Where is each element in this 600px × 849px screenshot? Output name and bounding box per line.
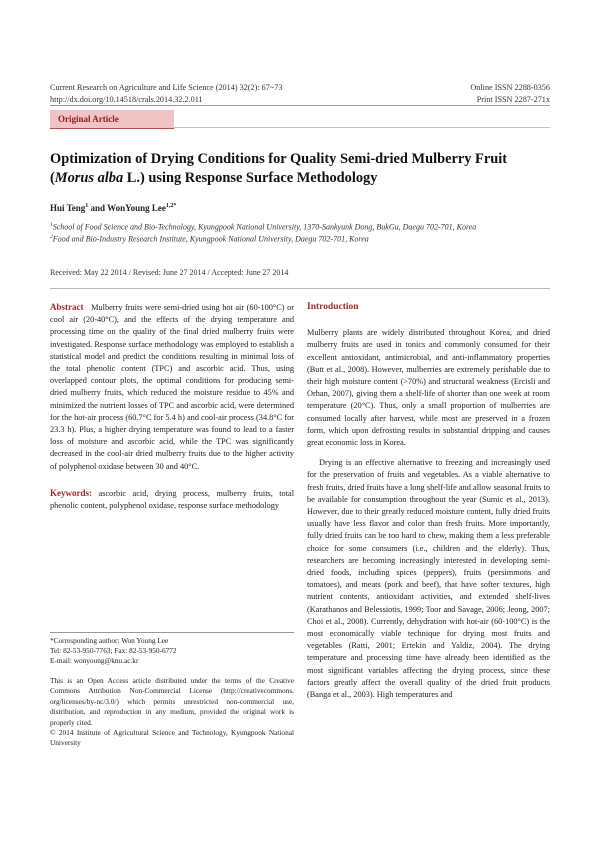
abstract-label: Abstract — [50, 302, 84, 312]
online-issn: Online ISSN 2288-0356 — [470, 83, 550, 92]
keywords-label: Keywords: — [50, 487, 92, 498]
print-issn: Print ISSN 2287-271x — [476, 95, 550, 104]
species-name: Morus alba — [54, 170, 124, 186]
title-line-2-rest: L.) using Response Surface Methodology — [123, 170, 378, 186]
author-list: Hui Teng$^1$ and WonYoung Lee$^{1,2*}$ — [50, 203, 177, 213]
header-divider — [50, 105, 550, 106]
article-type-badge — [50, 110, 174, 129]
paper-title — [50, 150, 550, 188]
issn-block — [470, 82, 550, 106]
left-column — [50, 301, 294, 512]
keywords — [50, 487, 294, 512]
intro-paragraph-2: Drying is an effective alternative to freezing and increasingly used for the preservation of fruits and vegetables. As a viable alternative to fresh fruits, dried fruits have a long shelf-life and allow seasonal fruits to be available for consumption throughout the year (Sumic et al., 2013). However, due to their greatly reduced moisture content, fully dried fruits usually have less flavor and color than fresh fruits. More importantly, fully dried fruits can be too hard to chew, making them a less preferable choice for some consumers (i.e., children and the elderly). Thus, researchers are becoming increasingly interested in developing semi-dried foods, including spices (peppers), fruits (persimmons and tomatoes), and meats (pork and beef), that have softer textures, high nutrient contents, antioxidant activities, and extended shelf-lives (Karathanos and Belessiotis, 1999; Toor and Savage, 2006; Jeong, 2007; Choi et al., 2008). Currently, dehydration with hot-air (60-100°C) is the most economically viable technique for drying most fruits and vegetables (Ratti, 2001; Ertekin and Yaldiz, 2004). The drying temperature and processing time have already been identified as the most significant variables affecting the drying process, since these factors greatly affect the overall quality of the dried fruit products (Banga et al., 2003). High temperatures and — [307, 458, 550, 700]
corresponding-author: *Corresponding author: Won Young Lee — [50, 636, 169, 645]
introduction-heading: Introduction — [307, 302, 359, 312]
abstract-text: Mulberry fruits were semi-dried using hot air (60-100°C) or cool air (20-40°C), and the effects of the drying temperature and processing time on the quality of the final dried mulberry fruits were investigated. Response surface methodology was employed to establish a statistical model and predict the conditions resulting in minimal loss of the total phenolic content (TPC) and ascorbic acid. Thus, using overlapped contour plots, the optimal conditions for producing semi-dried mulberry fruits, which reduced the moisture residue to 45% and minimized the nutrient losses of TPC and ascorbic acid, were determined for the hot-air process (60.7°C for 5.4 h) and cool-air process (34.8°C for 23.3 h). Plus, a higher drying temperature was found to lead to a faster loss of moisture and ascorbic acid, while the TPC was significantly decreased in the cool-air dried mulberry fruits due to the higher activity of polyphenol oxidase between 30 and 40°C. — [50, 303, 294, 471]
author-2-affiliation-mark: 1,2* — [165, 203, 177, 209]
copyright-text: © 2014 Institute of Agricultural Science and Technology, Kyungpook National University — [50, 728, 294, 748]
journal-line: Current Research on Agriculture and Life Science (2014) 32(2): 67~73 — [50, 83, 283, 92]
badge-divider — [174, 127, 550, 128]
title-line-1: Optimization of Drying Conditions for Quality Semi-dried Mulberry Fruit — [50, 151, 508, 167]
keywords-text: ascorbic acid, drying process, mulberry fruits, total phenolic content, polyphenol oxidase, response surface methodology — [50, 488, 294, 511]
author-1: Hui Teng — [50, 203, 86, 213]
contact-phone: Tel: 82-53-950-7763; Fax: 82-53-950-6772 — [50, 646, 177, 656]
doi-link[interactable]: http://dx.doi.org/10.14518/crals.2014.32.2.011 — [50, 95, 203, 104]
section-divider — [50, 288, 550, 289]
footnote-divider — [50, 632, 294, 633]
license-text: This is an Open Access article distributed under the terms of the Creative Commons Attribution Non-Commercial License (http://creativecommons. org/licenses/by-nc/3.0/) which permits unrestricted non-commercial use, distribution, and reproduction in any medium, provided the original work is properly cited. — [50, 676, 294, 727]
abstract — [50, 301, 294, 473]
author-1-affiliation-mark: 1 — [85, 203, 89, 209]
author-2: WonYoung Lee — [107, 203, 166, 213]
right-column — [307, 301, 550, 709]
affiliation-1: $^1$School of Food Science and Bio-Technology, Kyungpook National University, 1370-Sankyunk Dong, BukGu, Daegu 702-701, Korea — [50, 222, 477, 232]
affiliation-2: $^2$Food and Bio-Industry Research Institute, Kyungpook National University, Daegu 702-701, Korea — [50, 234, 369, 244]
contact-email[interactable]: E-mail: wonyoung@knu.ac.kr — [50, 656, 139, 666]
corresponding-author-note — [50, 636, 294, 667]
open-access-notice — [50, 676, 294, 749]
intro-paragraph-1: Mulberry plants are widely distributed throughout Korea, and dried mulberry fruits are used in tonics and commonly consumed for their excellent antioxidant, antimicrobial, and anti-inflammatory properties (Butt et al., 2008). However, mulberries are extremely perishable due to their high moisture content (>70%) and structural weakness (Ercisli and Orhan, 2007), giving them a shelf-life of shorter than one week at room temperature (20°C). Thus, only a small proportion of mulberries are consumed locally after harvest, while most are preserved in a frozen form, which upon defrosting results in substantial dripping and causes great economic loss in Korea. — [307, 328, 550, 448]
submission-dates: Received: May 22 2014 / Revised: June 27 2014 / Accepted: June 27 2014 — [50, 268, 289, 277]
article-type-label: Original Article — [58, 114, 119, 124]
title-line-2: (Morus alba L.) using Response Surface Methodology — [50, 170, 378, 186]
journal-citation — [50, 82, 282, 106]
